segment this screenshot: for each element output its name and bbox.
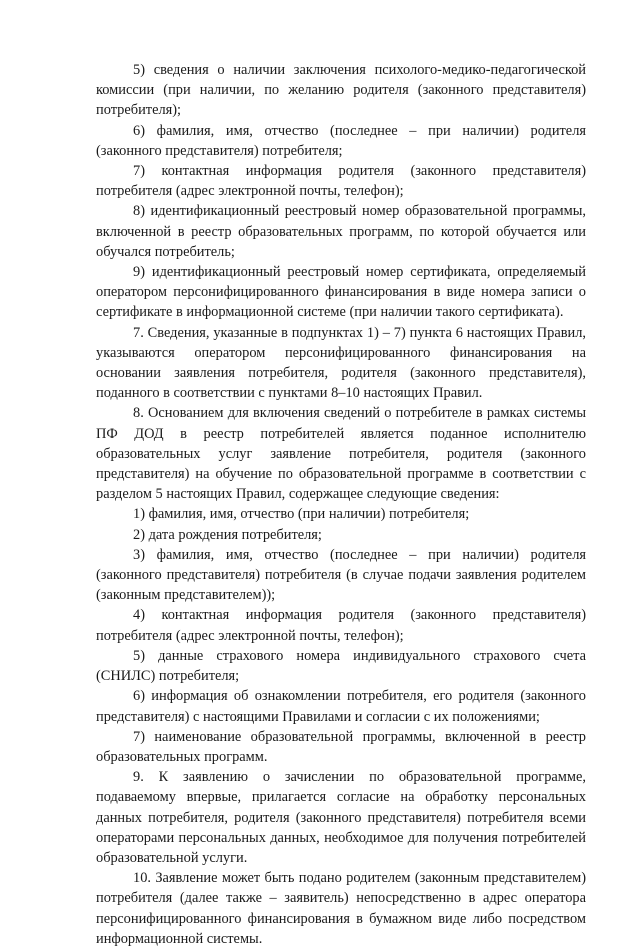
paragraph-clause-10: 10. Заявление может быть подано родителем (законным представителем) потребителя (далее также – заявитель) непосредственно в адрес оператора персонифицированного финансирования в бумажном виде либо посредством информационной системы.: [96, 870, 586, 947]
paragraph-clause-8-item-6: 6) информация об ознакомлении потребителя, его родителя (законного представителя) с настоящими Правилами и согласии с их положениями;: [96, 688, 586, 725]
paragraph-clause-8-item-1: 1) фамилия, имя, отчество (при наличии) потребителя;: [133, 506, 470, 523]
paragraph-item-8-program-id: 8) идентификационный реестровый номер образовательной программы, включенной в реестр образовательных программ, по которой обучается или обучался потребитель;: [96, 203, 586, 260]
paragraph-item-6-parent-name: 6) фамилия, имя, отчество (последнее – при наличии) родителя (законного представителя) потребителя;: [96, 122, 586, 159]
paragraph-item-7-parent-contact: 7) контактная информация родителя (законного представителя) потребителя (адрес электронной почты, телефон);: [96, 163, 586, 200]
paragraph-clause-8-item-4: 4) контактная информация родителя (законного представителя) потребителя (адрес электронной почты, телефон);: [96, 607, 586, 644]
paragraph-item-9-certificate-id: 9) идентификационный реестровый номер сертификата, определяемый оператором персонифицированного финансирования в виде номера записи о сертификате в информационной системе (при наличии такого сертификата).: [96, 264, 586, 321]
paragraph-clause-8-item-3: 3) фамилия, имя, отчество (последнее – при наличии) родителя (законного представителя) потребителя (в случае подачи заявления родителем (законным представителем));: [96, 546, 586, 604]
document-page: [96, 60, 586, 949]
paragraph-clause-8: 8. Основанием для включения сведений о потребителе в рамках системы ПФ ДОД в реестр потребителей является поданное исполнителю образовательных услуг заявление потребителя, родителя (законного представителя) на обучение по образовательной программе в соответствии с разделом 5 настоящих Правил, содержащее следующие сведения:: [96, 405, 586, 503]
paragraph-clause-8-item-2: 2) дата рождения потребителя;: [133, 526, 322, 543]
paragraph-clause-8-item-7: 7) наименование образовательной программы, включенной в реестр образовательных программ.: [96, 728, 586, 765]
paragraph-clause-9: 9. К заявлению о зачислении по образовательной программе, подаваемому впервые, прилагается согласие на обработку персональных данных потребителя, родителя (законного представителя) потребителя всеми операторами персональных данных, необходимое для получения потребителей образовательной услуги.: [96, 769, 586, 866]
paragraph-clause-7: 7. Сведения, указанные в подпунктах 1) – 7) пункта 6 настоящих Правил, указываются оператором персонифицированного финансирования на основании заявления потребителя, родителя (законного представителя), поданного в соответствии с пунктами 8–10 настоящих Правил.: [96, 324, 586, 402]
paragraph-clause-8-item-5: 5) данные страхового номера индивидуального страхового счета (СНИЛС) потребителя;: [96, 647, 586, 685]
paragraph-item-5-psych-commission: 5) сведения о наличии заключения психолого-медико-педагогической комиссии (при наличии, по желанию родителя (законного представителя) потребителя);: [96, 62, 586, 119]
